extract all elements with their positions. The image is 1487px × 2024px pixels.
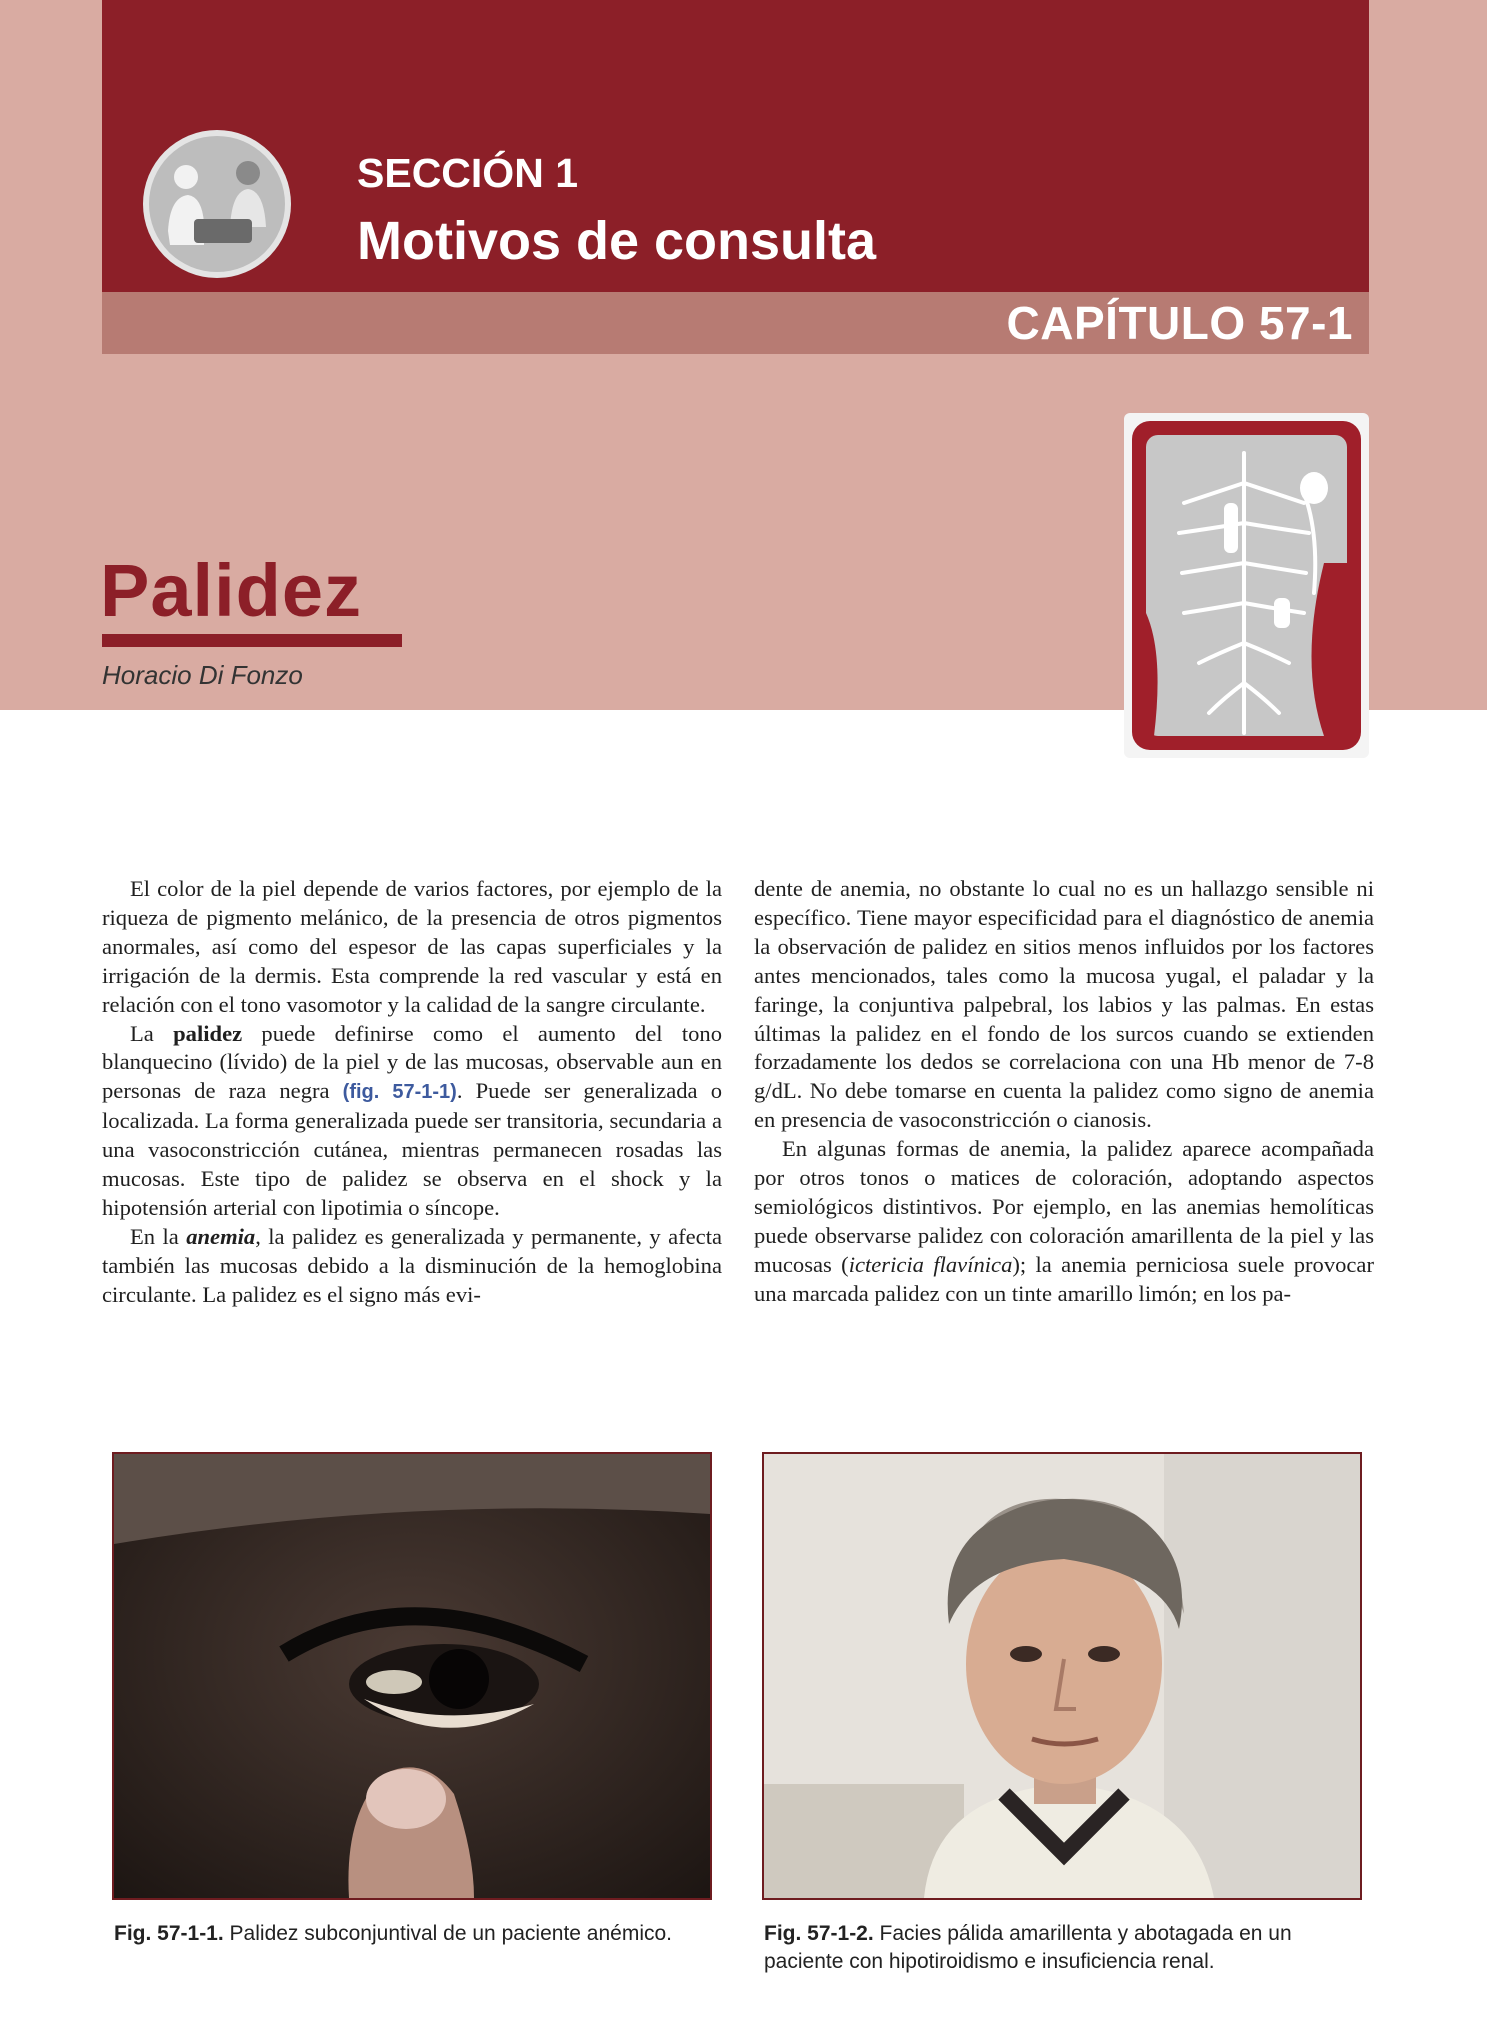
- figure-reference-link[interactable]: (fig. 57-1-1): [342, 1081, 457, 1104]
- vascular-anatomy-emblem: [1124, 413, 1369, 758]
- term-ictericia: ictericia flavínica: [848, 1251, 1013, 1277]
- figure-label: Fig. 57-1-2.: [764, 1922, 874, 1945]
- text-run: La: [130, 1020, 174, 1046]
- section-label: SECCIÓN 1: [357, 150, 578, 196]
- paragraph: dente de anemia, no obstante lo cual no es un hallazgo sensible ni específico. Tiene mayor especificidad para el diagnóstico de anemia la observación de palidez en sitios menos influidos por los factores antes mencionados, tales como la mucosa yugal, el paladar y la faringe, la conjuntiva palpebral, los labios y las palmas. En estas últimas la palidez en el fondo de los surcos cuando se extienden forzadamente los dedos se correlaciona con una Hb menor de 7-8 g/dL. No debe tomarse en cuenta la palidez como signo de anemia en presencia de vasoconstricción o cianosis.: [754, 876, 1374, 1133]
- text-run: . Puede ser generalizada o localizada. La forma generalizada puede ser transitoria, secundaria a una vasoconstricción cutánea, mientras permanecen rosadas las mucosas. Este tipo de palidez se observa en el shock y la hipotensión arterial con lipotimia o síncope.: [102, 1078, 722, 1220]
- chapter-label: CAPÍTULO 57-1: [1006, 297, 1353, 349]
- text-run: ); la anemia perniciosa suele provocar una marcada palidez con un tinte amarillo limón; en los pa-: [754, 1251, 1374, 1306]
- caption-text: Facies pálida amarillenta y abotagada en un paciente con hipotiroidismo e insuficiencia renal.: [764, 1922, 1292, 1973]
- text-run: , la palidez es generalizada y permanente, y afecta también las mucosas debido a la disminución de la hemoglobina circulante. La palidez es el signo más evi-: [102, 1223, 723, 1307]
- paragraph: El color de la piel depende de varios factores, por ejemplo de la riqueza de pigmento melánico, de la presencia de otros pigmentos anormales, así como del espesor de las capas superficiales y la irrigación de la dermis. Esta comprende la red vascular y está en relación con el tono vasomotor y la calidad de la sangre circulante.: [102, 876, 722, 1017]
- section-banner: [102, 0, 1369, 292]
- title-underline: [102, 634, 402, 647]
- section-title: Motivos de consulta: [357, 211, 877, 271]
- text-run: En algunas formas de anemia, la palidez aparece acompañada por otros tonos o matices de coloración, adoptando aspectos semiológicos distintivos. Por ejemplo, en las anemias hemolíticas puede observarse palidez con coloración amarillenta de la piel y las mucosas (: [754, 1136, 1374, 1277]
- figure-caption: [764, 1920, 1364, 1976]
- chapter-strip: [102, 292, 1369, 354]
- figure-caption: [114, 1920, 714, 1948]
- body-column-right: [754, 875, 1374, 1309]
- paragraph: [754, 1135, 1374, 1308]
- figure-photo-eye: [112, 1452, 712, 1900]
- figure-label: Fig. 57-1-1.: [114, 1922, 224, 1945]
- paragraph: [102, 1020, 722, 1223]
- paragraph: [102, 1223, 722, 1310]
- caption-text: Palidez subconjuntival de un paciente anémico.: [229, 1922, 673, 1945]
- text-run: En la: [130, 1223, 187, 1249]
- body-column-left: [102, 875, 722, 1310]
- author-name: Horacio Di Fonzo: [102, 660, 303, 690]
- consultation-icon: [140, 127, 294, 281]
- term-anemia: anemia: [186, 1223, 256, 1249]
- page-title: Palidez: [100, 549, 362, 632]
- figure-photo-face: [762, 1452, 1362, 1900]
- term-palidez: palidez: [173, 1020, 243, 1046]
- text-run: puede definirse como el aumento del tono blanquecino (lívido) de la piel y de las mucosas, observable aun en personas de raza negra: [102, 1020, 722, 1104]
